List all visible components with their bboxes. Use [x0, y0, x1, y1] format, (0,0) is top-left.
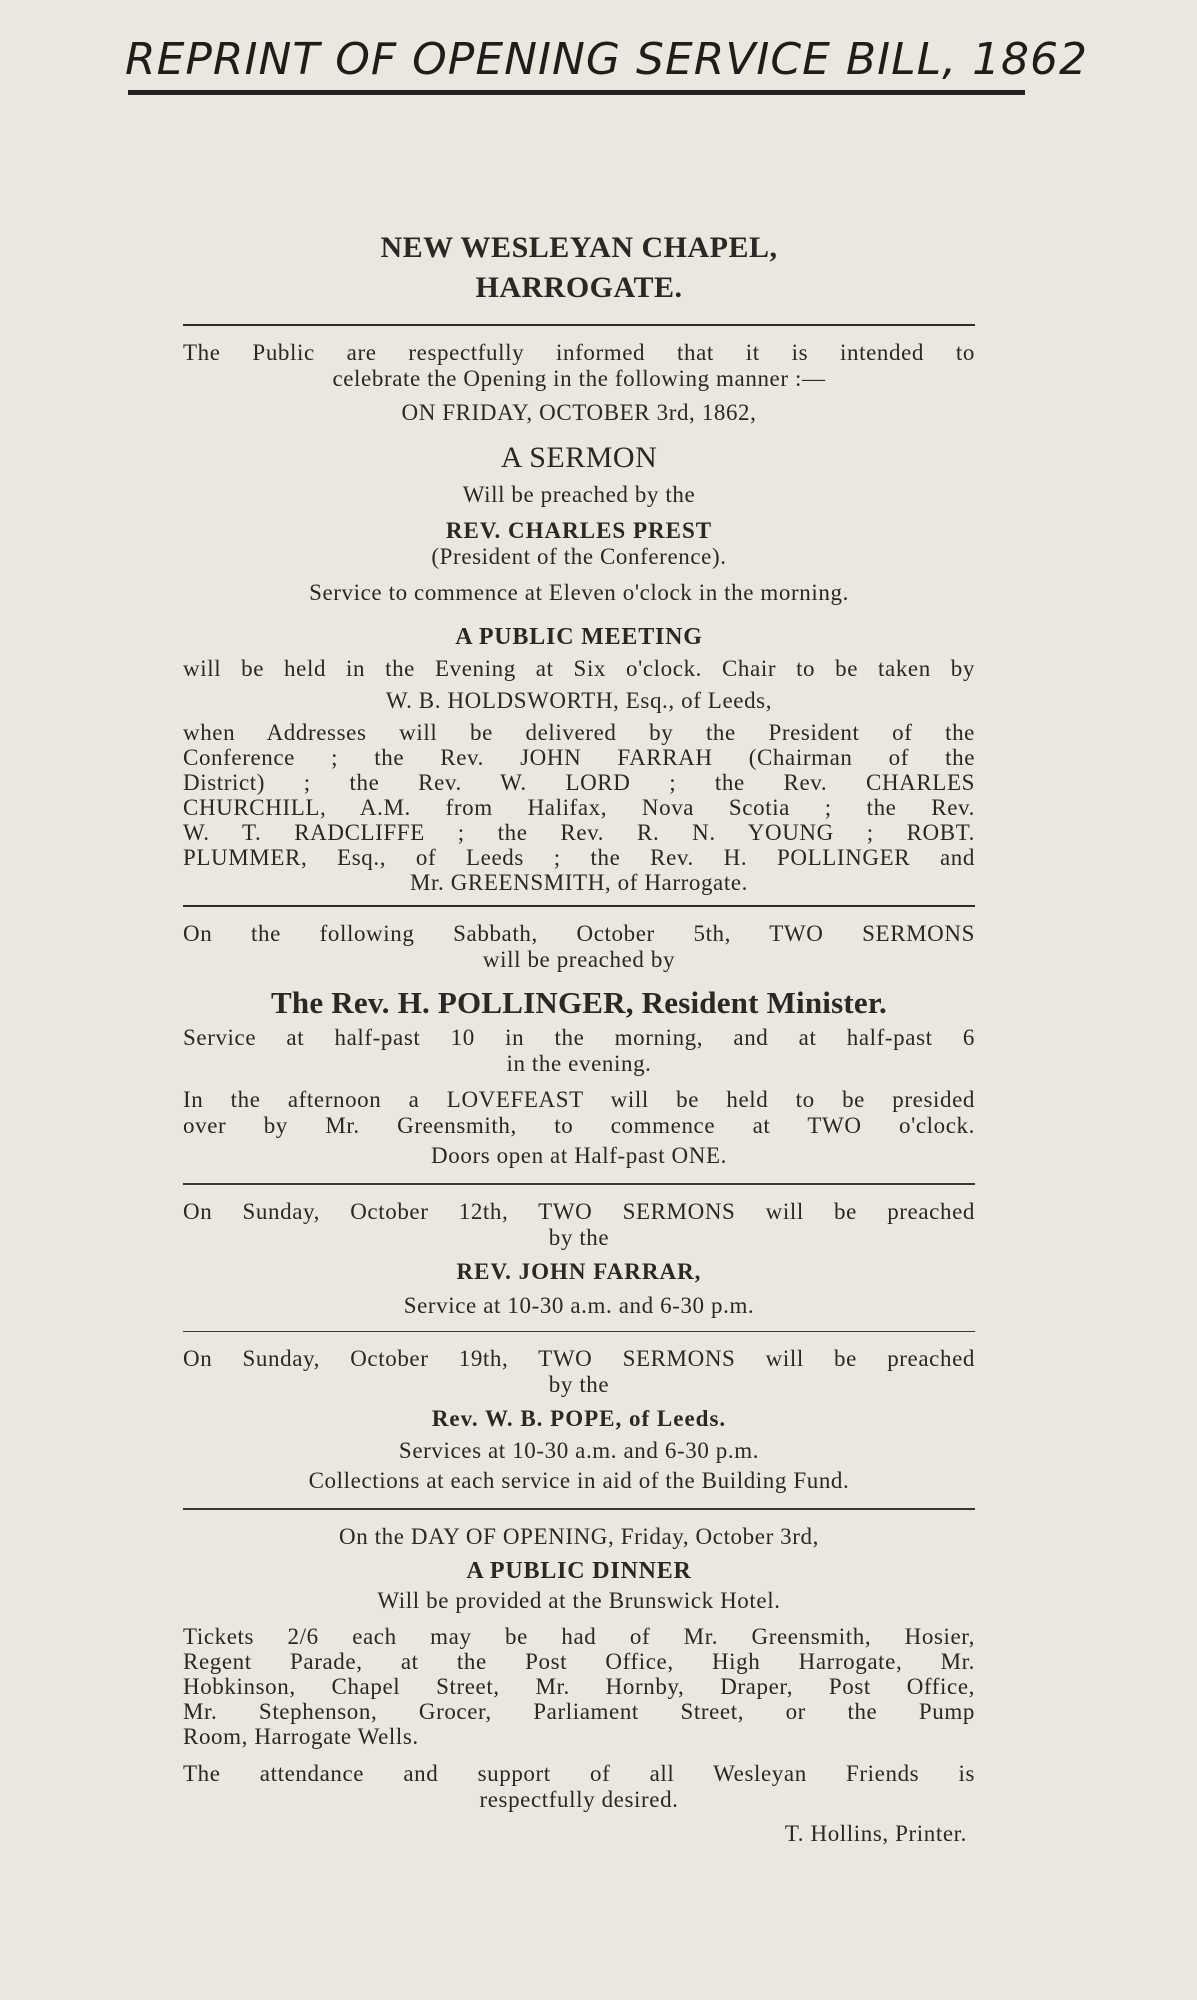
lovefeast-line: over by Mr. Greensmith, to commence at TWO o'clock.: [183, 1113, 975, 1138]
oct12-preacher: REV. JOHN FARRAR,: [456, 1258, 702, 1284]
section-divider: [183, 324, 975, 326]
printer-credit: T. Hollins, Printer.: [784, 1820, 967, 1846]
lovefeast-line: In the afternoon a LOVEFEAST will be held to be presided: [183, 1087, 975, 1112]
section-divider: [183, 1183, 975, 1185]
oct19-line: On Sunday, October 19th, TWO SERMONS will be preached: [183, 1346, 975, 1371]
addresses-line: District) ; the Rev. W. LORD ; the Rev. CHARLES: [183, 770, 975, 795]
tickets-line: Mr. Stephenson, Grocer, Parliament Street, or the Pump: [183, 1698, 975, 1724]
oct19-times: Services at 10-30 a.m. and 6-30 p.m.: [398, 1438, 760, 1463]
addresses-paragraph: [183, 720, 975, 895]
page-title: REPRINT OF OPENING SERVICE BILL, 1862: [125, 34, 1089, 85]
tickets-paragraph: [183, 1624, 975, 1749]
addresses-line: when Addresses will be delivered by the President of the: [183, 720, 975, 745]
preacher-title: (President of the Conference).: [431, 544, 727, 569]
sabbath-times: Service at half-past 10 in the morning, and at half-past 6: [183, 1025, 975, 1050]
section-divider: [183, 1508, 975, 1510]
oct12-line: by the: [548, 1224, 610, 1250]
dinner-heading: A PUBLIC DINNER: [466, 1557, 692, 1584]
addresses-line: PLUMMER, Esq., of Leeds ; the Rev. H. POLLINGER and: [183, 845, 975, 870]
oct19-section: [183, 1346, 975, 1494]
oct19-preacher: Rev. W. B. POPE, of Leeds.: [431, 1406, 727, 1431]
addresses-line: Conference ; the Rev. JOHN FARRAH (Chairman of the: [183, 745, 975, 770]
intro-line: The Public are respectfully informed that it is intended to: [183, 340, 975, 365]
meeting-heading: A PUBLIC MEETING: [455, 624, 703, 650]
addresses-line: CHURCHILL, A.M. from Halifax, Nova Scotia ; the Rev.: [183, 795, 975, 820]
title-underline: [128, 90, 1025, 95]
tickets-line: Room, Harrogate Wells.: [183, 1723, 419, 1749]
sermon-line: Will be preached by the: [462, 482, 696, 507]
oct19-collections: Collections at each service in aid of the Building Fund.: [308, 1468, 850, 1493]
opening-date: ON FRIDAY, OCTOBER 3rd, 1862,: [401, 400, 757, 425]
meeting-line: will be held in the Evening at Six o'clock. Chair to be taken by: [183, 656, 975, 681]
lovefeast-line: Doors open at Half-past ONE.: [431, 1143, 727, 1168]
sabbath-line: On the following Sabbath, October 5th, TWO SERMONS: [183, 921, 975, 946]
section-divider: [183, 1331, 975, 1333]
oct12-section: [183, 1199, 975, 1319]
resident-minister: The Rev. H. POLLINGER, Resident Minister.: [271, 985, 887, 1020]
attendance-line: respectfully desired.: [479, 1786, 679, 1812]
dinner-line: Will be provided at the Brunswick Hotel.: [377, 1587, 781, 1613]
section-divider: [183, 905, 975, 907]
oct19-line: by the: [548, 1372, 610, 1397]
chapel-title: NEW WESLEYAN CHAPEL,: [380, 231, 778, 264]
oct12-times: Service at 10-30 a.m. and 6-30 p.m.: [403, 1292, 755, 1318]
dinner-intro: On the DAY OF OPENING, Friday, October 3rd,: [338, 1523, 819, 1549]
chapel-location: HARROGATE.: [475, 271, 683, 304]
sermon-time: Service to commence at Eleven o'clock in the morning.: [309, 580, 849, 605]
sabbath-line: will be preached by: [482, 947, 676, 972]
addresses-line: Mr. GREENSMITH, of Harrogate.: [409, 870, 749, 895]
tickets-line: Tickets 2/6 each may be had of Mr. Greensmith, Hosier,: [183, 1623, 975, 1649]
sabbath-times: in the evening.: [506, 1051, 652, 1076]
sermon-heading: A SERMON: [500, 441, 658, 474]
preacher-name: REV. CHARLES PREST: [445, 518, 713, 543]
tickets-line: Regent Parade, at the Post Office, High Harrogate, Mr.: [183, 1648, 975, 1674]
sabbath-section: [183, 921, 975, 1169]
intro-line: celebrate the Opening in the following manner :—: [332, 366, 826, 391]
addresses-line: W. T. RADCLIFFE ; the Rev. R. N. YOUNG ; ROBT.: [183, 820, 975, 845]
tickets-line: Hobkinson, Chapel Street, Mr. Hornby, Draper, Post Office,: [183, 1673, 975, 1699]
dinner-section: [183, 1524, 975, 1847]
opening-section: [183, 340, 975, 895]
attendance-line: The attendance and support of all Wesleyan Friends is: [183, 1760, 975, 1786]
oct12-line: On Sunday, October 12th, TWO SERMONS will be preached: [183, 1198, 975, 1224]
meeting-chair: W. B. HOLDSWORTH, Esq., of Leeds,: [385, 688, 773, 713]
service-bill: [183, 228, 975, 1847]
